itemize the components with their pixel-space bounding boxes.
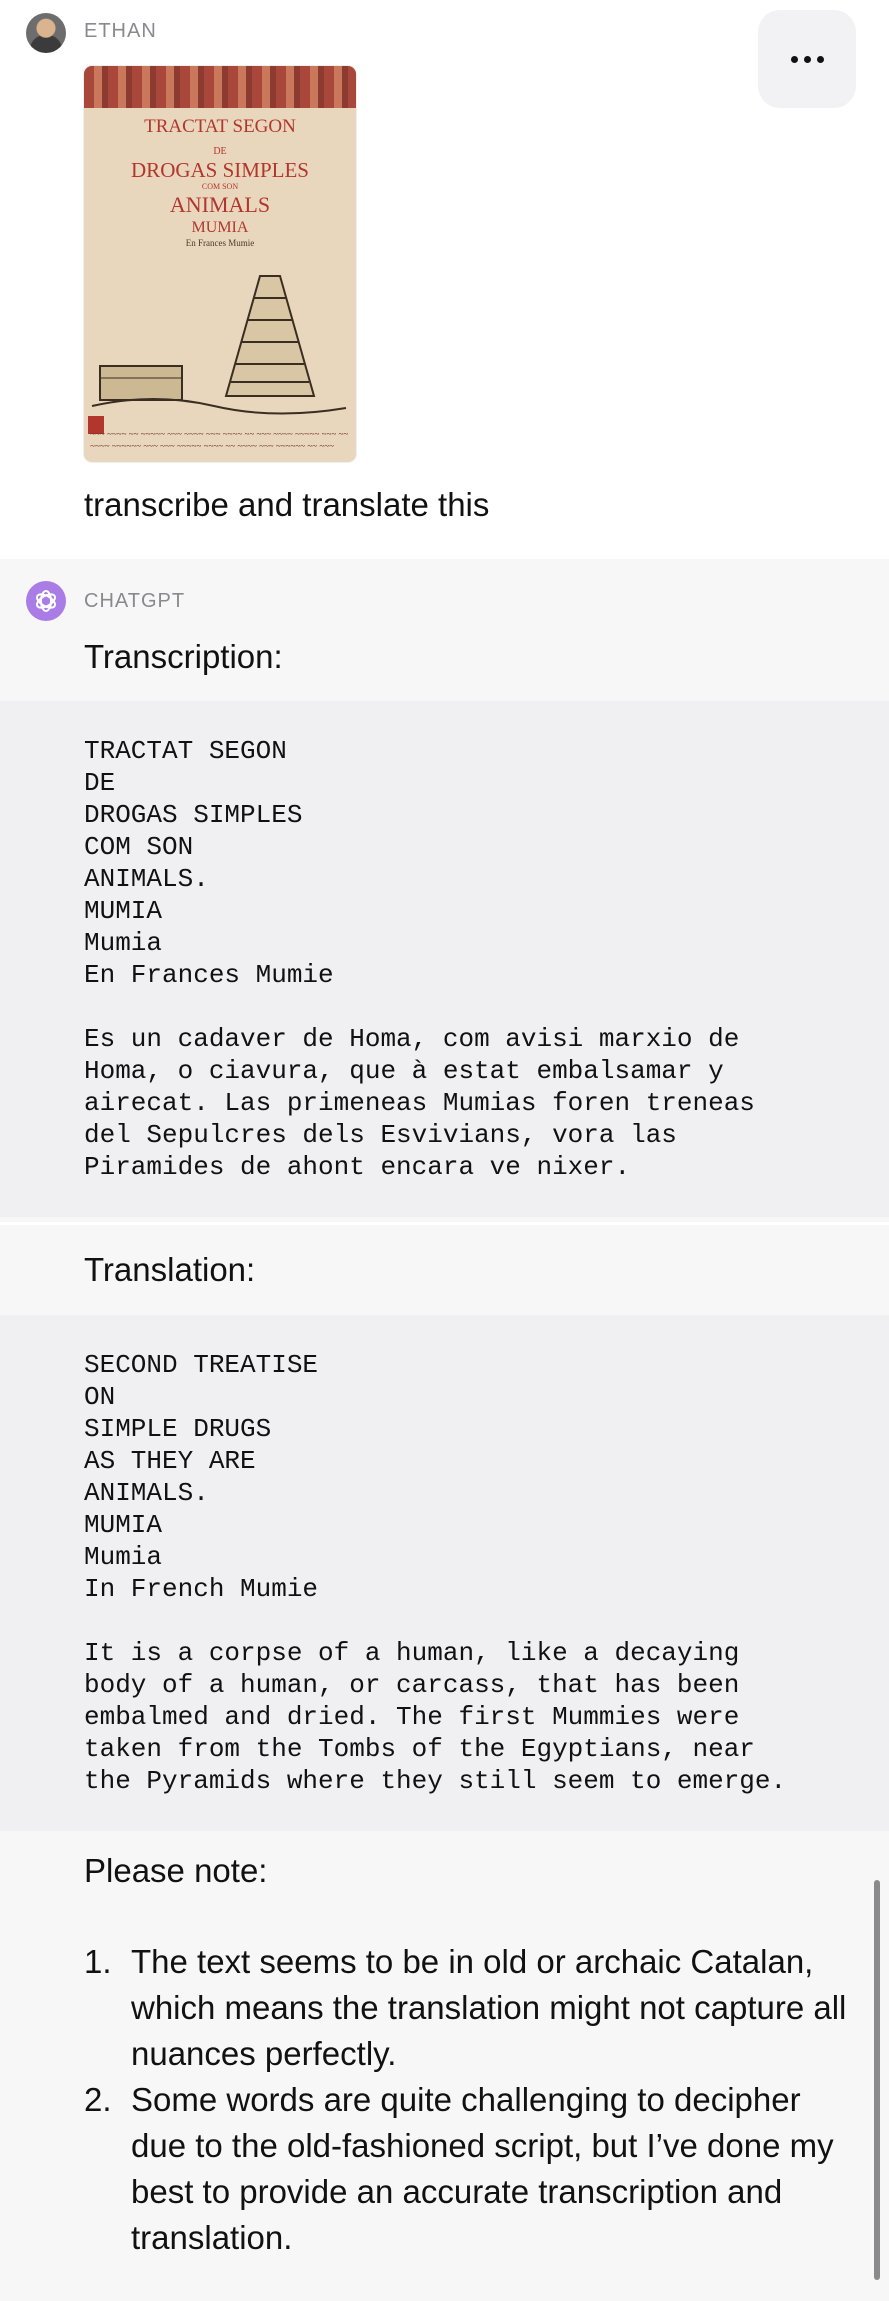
- photo-title-line: MUMIA: [191, 219, 249, 236]
- scrollbar[interactable]: [874, 1880, 880, 2280]
- list-item-number: 1.: [84, 1943, 112, 1980]
- translation-heading: Translation:: [84, 1251, 256, 1288]
- photo-title-line: COM SON: [201, 182, 239, 191]
- notes-list: [84, 1939, 854, 2261]
- manuscript-photo[interactable]: [84, 66, 356, 462]
- transcription-text: TRACTAT SEGON DE DROGAS SIMPLES COM SON ANIMALS. MUMIA Mumia En Frances Mumie Es un cadaver de Homa, com avisi marxio de Homa, o ciavura, que à estat embalsamar y airecat. Las primeneas Mumias foren treneas del Sepulcres dels Esvivians, vora las Piramides de ahont encara ve nixer.: [84, 736, 755, 1182]
- section-divider: [0, 1222, 889, 1225]
- more-options-button[interactable]: [758, 10, 856, 108]
- note-heading: Please note:: [84, 1852, 268, 1889]
- list-item: [84, 1939, 854, 2077]
- photo-title-line: DROGAS SIMPLES: [131, 158, 309, 182]
- ellipsis-icon: [788, 56, 827, 63]
- assistant-avatar: [26, 581, 66, 621]
- transcription-code-block[interactable]: [0, 701, 889, 1217]
- list-item: [84, 2077, 854, 2261]
- user-prompt-text: transcribe and translate this: [84, 486, 490, 523]
- photo-title-line: ANIMALS: [169, 192, 271, 217]
- user-author-label: ETHAN: [84, 20, 157, 42]
- pyramid-engraving: [84, 66, 356, 462]
- user-avatar[interactable]: [26, 13, 66, 53]
- list-item-number: 2.: [84, 2081, 112, 2118]
- photo-title-line: En Frances Mumie: [185, 238, 255, 248]
- transcription-heading: Transcription:: [84, 638, 283, 675]
- openai-logo-icon: [33, 588, 59, 614]
- translation-text: SECOND TREATISE ON SIMPLE DRUGS AS THEY ARE ANIMALS. MUMIA Mumia In French Mumie It is a corpse of a human, like a decaying body of a human, or carcass, that has been embalmed and dried. The first Mummies were taken from the Tombs of the Egyptians, near the Pyramids where they still seem to emerge.: [84, 1350, 787, 1796]
- list-item-text: Some words are quite challenging to decipher due to the old-fashioned script, but I’ve done my best to provide an accurate transcription and translation.: [131, 2081, 834, 2256]
- translation-code-block[interactable]: [0, 1315, 889, 1831]
- assistant-author-label: CHATGPT: [84, 590, 186, 612]
- photo-title-line: TRACTAT SEGON: [144, 116, 296, 137]
- list-item-text: The text seems to be in old or archaic Catalan, which means the translation might not capture all nuances perfectly.: [131, 1943, 847, 2072]
- photo-handwriting: ~~~ ~~~~ ~~ ~~~~~ ~~~ ~~~~ ~~~ ~~~~ ~~ ~~~ ~~~~ ~~~~~ ~~~ ~~ ~~~~ ~~~~~~ ~~~ ~~~ ~~~~~ ~~~~ ~~ ~~~~ ~~~ ~~~~~~ ~~ ~~~: [90, 429, 349, 451]
- photo-title-line: DE: [213, 146, 227, 157]
